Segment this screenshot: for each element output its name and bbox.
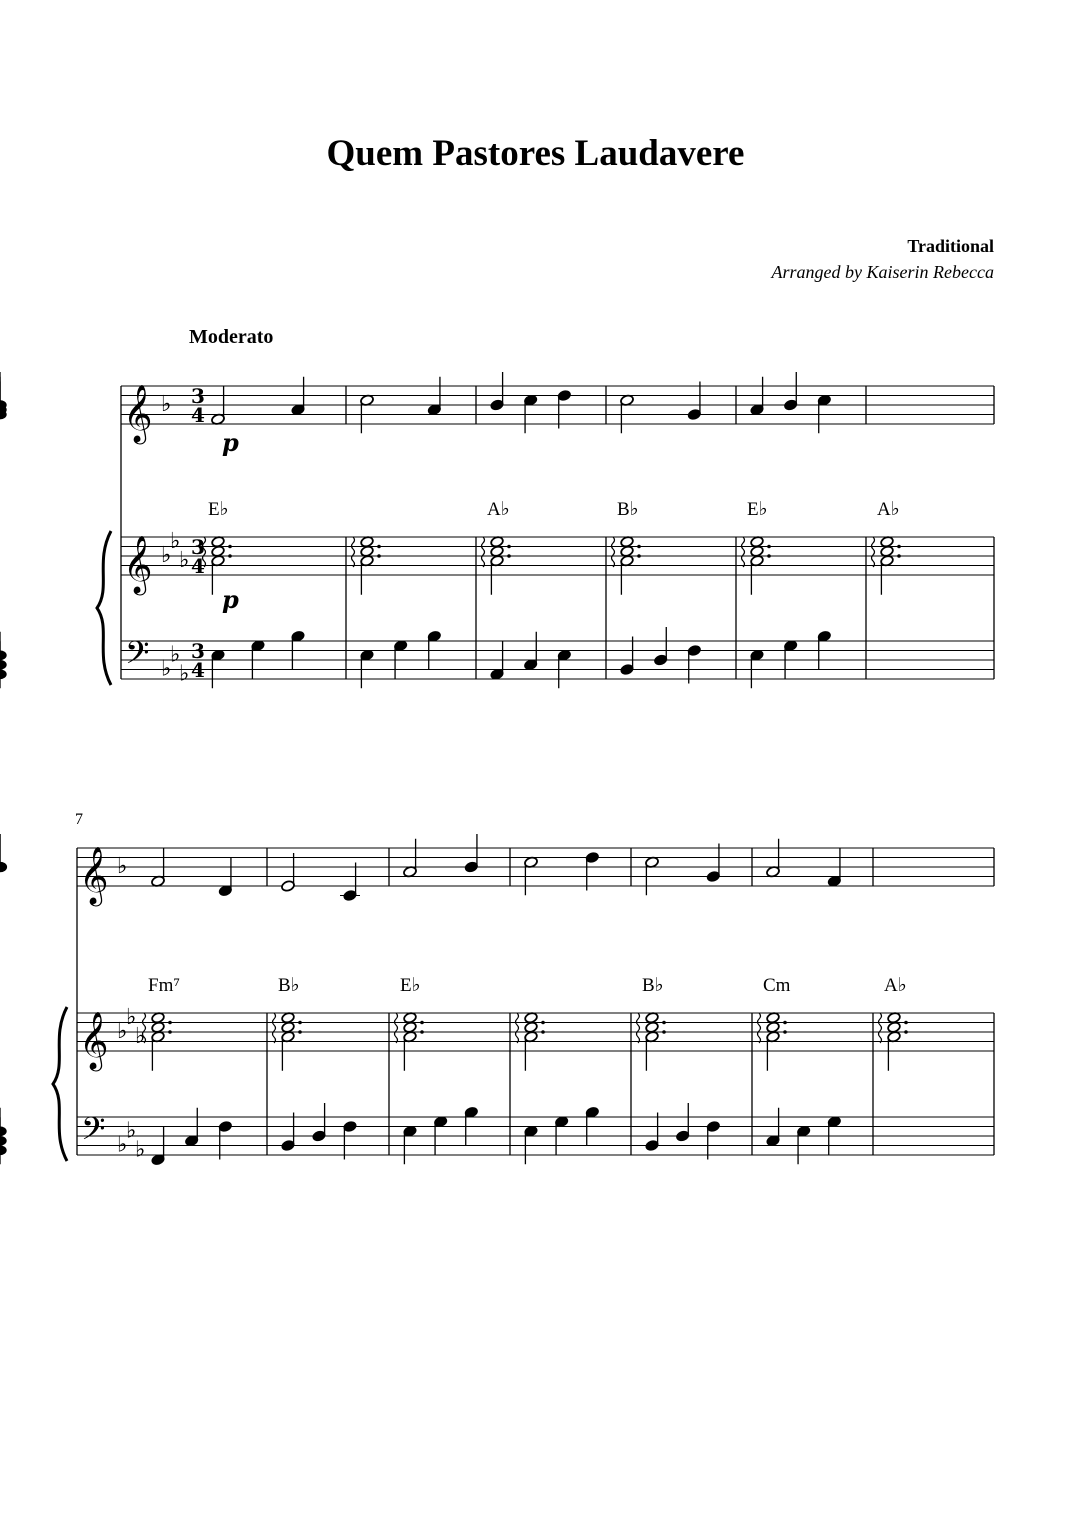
key-signature-flat: ♭ — [161, 543, 172, 568]
dot — [637, 545, 641, 549]
dot — [507, 545, 511, 549]
arpeggio-mark — [516, 1013, 519, 1043]
key-signature-flat: ♭ — [179, 661, 190, 687]
dot — [168, 1030, 172, 1034]
note-head — [0, 1127, 6, 1136]
key-signature-flat: ♭ — [135, 1023, 146, 1049]
dot — [420, 1021, 424, 1025]
dot — [904, 1030, 908, 1034]
arpeggio-mark — [872, 537, 875, 567]
time-signature-bottom: 4 — [191, 403, 205, 427]
key-signature-flat: ♭ — [117, 1132, 128, 1158]
composer-credit: Traditional — [907, 236, 994, 256]
dot — [783, 1030, 787, 1034]
dot — [228, 554, 232, 558]
arpeggio-mark — [273, 1013, 276, 1043]
dot — [767, 554, 771, 558]
arpeggio-mark — [758, 1013, 761, 1043]
arpeggio-mark — [612, 537, 615, 567]
dot — [420, 1030, 424, 1034]
chord-symbol: E♭ — [208, 499, 229, 520]
measure-number-7: 7 — [75, 811, 83, 828]
arpeggio-mark — [637, 1013, 640, 1043]
dot — [541, 1021, 545, 1025]
key-signature-flat: ♭ — [170, 528, 181, 554]
chord-symbol: E♭ — [400, 975, 421, 996]
note-head — [0, 1136, 6, 1145]
dot — [904, 1021, 908, 1025]
key-signature-flat: ♭ — [170, 642, 181, 668]
key-signature-flat: ♭ — [117, 1019, 128, 1044]
bass-clef: 𝄢 — [125, 634, 150, 679]
treble-clef: 𝄞 — [79, 846, 109, 904]
dynamic-mark-piano: p — [222, 585, 239, 614]
arpeggio-mark — [742, 537, 745, 567]
time-signature-top: 3 — [191, 384, 205, 408]
arranger-credit: Arranged by Kaiserin Rebecca — [771, 262, 994, 282]
key-signature-flat: ♭ — [126, 1004, 137, 1030]
chord-symbol: A♭ — [877, 499, 900, 520]
dynamic-mark-melody: p — [222, 428, 239, 457]
time-signature-bottom: 4 — [191, 658, 205, 682]
dot — [377, 554, 381, 558]
chord-symbol: A♭ — [884, 975, 907, 996]
dot — [897, 545, 901, 549]
dot — [377, 545, 381, 549]
bass-clef: 𝄢 — [81, 1110, 106, 1155]
note-head — [0, 660, 6, 669]
chord-symbol: E♭ — [747, 499, 768, 520]
tempo-marking: Moderato — [189, 326, 274, 348]
arpeggio-mark — [395, 1013, 398, 1043]
grand-staff-brace — [53, 1007, 67, 1161]
time-signature-top: 3 — [191, 639, 205, 663]
key-signature-flat: ♭ — [161, 656, 172, 682]
note-head — [0, 1146, 6, 1155]
time-signature-top: 3 — [191, 535, 205, 559]
grand-staff-brace — [97, 531, 111, 685]
treble-clef: 𝄞 — [123, 384, 153, 442]
dot — [298, 1030, 302, 1034]
arpeggio-mark — [879, 1013, 882, 1043]
chord-symbol: B♭ — [278, 975, 300, 996]
dot — [298, 1021, 302, 1025]
dot — [637, 554, 641, 558]
chord-symbol: B♭ — [642, 975, 664, 996]
staff-lines — [53, 384, 994, 1162]
dot — [662, 1030, 666, 1034]
dot — [228, 545, 232, 549]
dot — [541, 1030, 545, 1034]
arpeggio-mark — [482, 537, 485, 567]
arpeggio-mark — [352, 537, 355, 567]
dot — [897, 554, 901, 558]
note-head — [0, 651, 6, 660]
time-signature-bottom: 4 — [191, 554, 205, 578]
key-signature-flat: ♭ — [135, 1137, 146, 1163]
key-signature-flat: ♭ — [161, 392, 172, 417]
dot — [767, 545, 771, 549]
dot — [168, 1021, 172, 1025]
dot — [662, 1021, 666, 1025]
chord-symbol: Cm — [763, 975, 791, 996]
treble-clef: 𝄞 — [123, 535, 153, 593]
dot — [507, 554, 511, 558]
dot — [783, 1021, 787, 1025]
note-head — [0, 670, 6, 679]
key-signature-flat: ♭ — [179, 547, 190, 573]
chord-symbol: B♭ — [617, 499, 639, 520]
key-signature-flat: ♭ — [126, 1118, 137, 1144]
chord-symbol: A♭ — [487, 499, 510, 520]
score-title: Quem Pastores Laudavere — [326, 133, 745, 174]
chord-symbol: Fm⁷ — [148, 975, 180, 996]
treble-clef: 𝄞 — [79, 1011, 109, 1069]
key-signature-flat: ♭ — [117, 854, 128, 879]
